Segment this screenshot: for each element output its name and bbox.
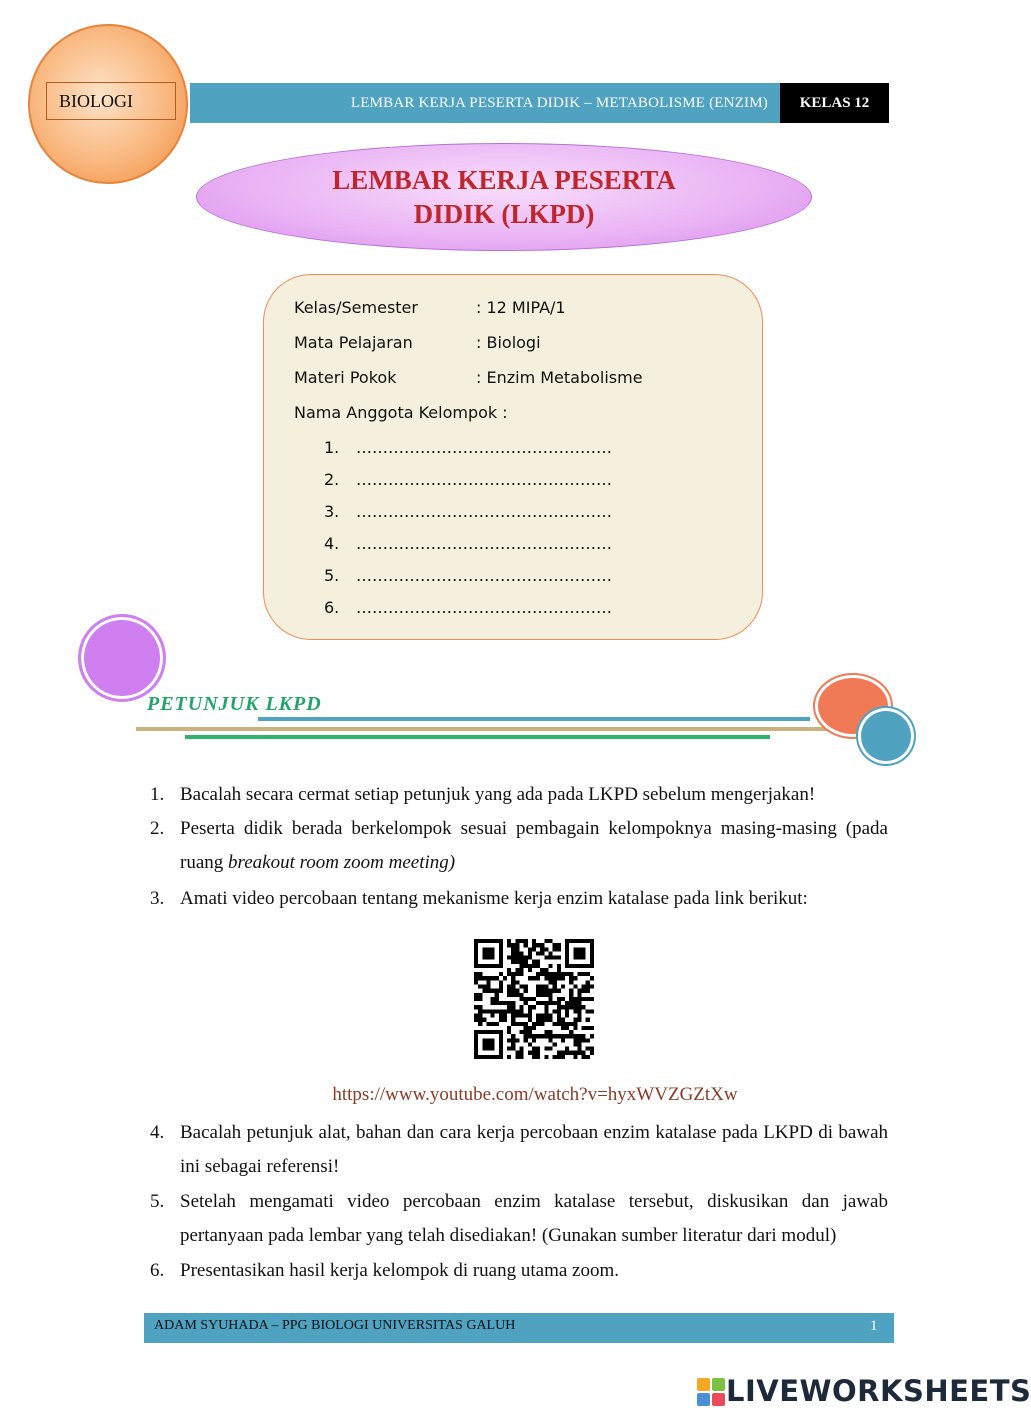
divider-line-green	[185, 735, 770, 739]
member-line[interactable]	[324, 565, 612, 587]
instruction-item	[150, 1185, 888, 1253]
info-row-mapel	[294, 332, 541, 354]
instruction-item	[150, 812, 888, 880]
decorative-teal-circle	[858, 708, 914, 764]
instruction-number: 3.	[150, 888, 165, 909]
instruction-number: 6.	[150, 1260, 165, 1281]
footer-author: ADAM SYUHADA – PPG BIOLOGI UNIVERSITAS GALUH	[154, 1318, 516, 1333]
page-number: 1	[870, 1318, 878, 1334]
identity-box	[263, 274, 763, 640]
instruction-number: 5.	[150, 1191, 165, 1212]
liveworksheets-brand: LIVEWORKSHEETS	[726, 1374, 1031, 1408]
member-line[interactable]	[324, 533, 612, 555]
info-value: : Biologi	[476, 333, 541, 352]
info-value: : 12 MIPA/1	[476, 298, 566, 317]
subject-label: BIOLOGI	[46, 82, 176, 120]
info-value: : Enzim Metabolisme	[476, 368, 643, 387]
instruction-text: Bacalah secara cermat setiap petunjuk yang ada pada LKPD sebelum mengerjakan!	[180, 784, 816, 805]
instruction-text: Setelah mengamati video percobaan enzim katalase tersebut, diskusikan dan jawab pertanyaan pada lembar yang telah disediakan! (Gunakan sumber literatur dari modul)	[180, 1191, 888, 1246]
instruction-number: 4.	[150, 1122, 165, 1143]
member-blank: …………………………………………	[356, 534, 612, 553]
member-blank: …………………………………………	[356, 566, 612, 585]
member-blank: …………………………………………	[356, 470, 612, 489]
instruction-text-part: Peserta didik berada berkelompok sesuai pembagain kelompoknya masing-masing (pada ruang	[180, 818, 888, 873]
member-number: 1.	[324, 438, 340, 457]
instruction-item	[150, 778, 888, 812]
decorative-purple-circle	[78, 614, 166, 702]
divider-line-tan	[136, 727, 876, 731]
member-line[interactable]	[324, 501, 612, 523]
instruction-number: 1.	[150, 784, 165, 805]
instruction-item	[150, 1254, 888, 1288]
instruction-number: 2.	[150, 818, 165, 839]
member-blank: …………………………………………	[356, 438, 612, 457]
video-link[interactable]: https://www.youtube.com/watch?v=hyxWVZGZtXw	[332, 1084, 738, 1105]
section-heading: PETUNJUK LKPD	[147, 693, 322, 715]
info-label: Kelas/Semester	[294, 298, 418, 317]
instruction-item	[150, 882, 888, 916]
member-number: 4.	[324, 534, 340, 553]
info-row-materi	[294, 367, 643, 389]
member-line[interactable]	[324, 597, 612, 619]
qr-code-icon[interactable]	[474, 939, 594, 1059]
member-number: 6.	[324, 598, 340, 617]
title-banner	[196, 143, 812, 251]
info-row-kelas	[294, 297, 566, 319]
info-label: Mata Pelajaran	[294, 333, 413, 352]
member-line[interactable]	[324, 437, 612, 459]
instruction-italic-part: breakout room zoom meeting)	[228, 852, 456, 873]
instruction-text: Amati video percobaan tentang mekanisme kerja enzim katalase pada link berikut:	[180, 888, 808, 909]
kelas-badge: KELAS 12	[780, 83, 889, 123]
member-number: 5.	[324, 566, 340, 585]
liveworksheets-logo-icon	[697, 1378, 725, 1406]
member-blank: …………………………………………	[356, 598, 612, 617]
info-label: Materi Pokok	[294, 368, 397, 387]
instruction-text: Presentasikan hasil kerja kelompok di ruang utama zoom.	[180, 1260, 619, 1281]
instruction-text: Bacalah petunjuk alat, bahan dan cara kerja percobaan enzim katalase pada LKPD di bawah ini sebagai referensi!	[180, 1122, 888, 1177]
member-line[interactable]	[324, 469, 612, 491]
divider-line-blue	[258, 717, 810, 721]
member-number: 3.	[324, 502, 340, 521]
instruction-text	[180, 812, 888, 880]
page-title: LEMBAR KERJA PESERTA DIDIK (LKPD)	[332, 165, 676, 229]
header-title: LEMBAR KERJA PESERTA DIDIK – METABOLISME (ENZIM)	[350, 95, 768, 111]
member-blank: …………………………………………	[356, 502, 612, 521]
instruction-item	[150, 1116, 888, 1184]
member-number: 2.	[324, 470, 340, 489]
members-label: Nama Anggota Kelompok :	[294, 403, 508, 422]
